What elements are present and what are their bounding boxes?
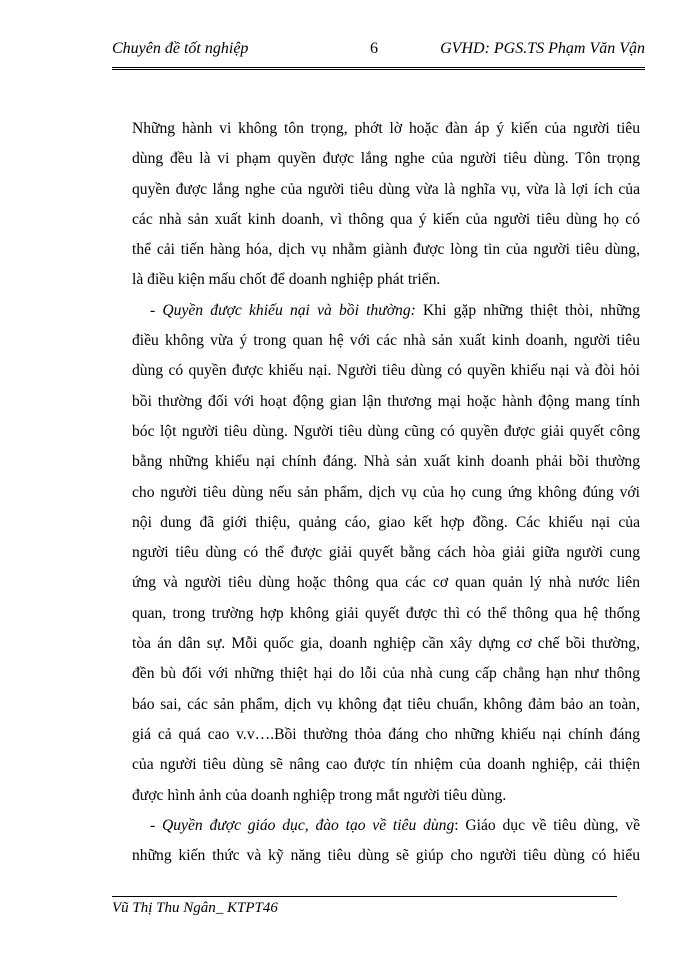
text-line: người tiêu dùng có thể được giải quyết bằng cách hòa giải giữa người cung [132, 544, 640, 562]
text-line: dùng có quyền được khiếu nại. Người tiêu dùng có quyền khiếu nại và đòi hỏi [132, 362, 640, 380]
text-run: : Giáo dục về tiêu dùng, về [454, 816, 640, 834]
page-header [112, 40, 645, 66]
bullet-dash: - [150, 301, 163, 319]
text-line: bằng những khiếu nại chính đáng. Nhà sản xuất kinh doanh phải bồi thường [132, 453, 640, 471]
text-line: là điều kiện mấu chốt để doanh nghiệp phát triển. [132, 271, 441, 289]
page-number: 6 [370, 40, 378, 57]
text-line: dùng đều là vi phạm quyền được lắng nghe của người tiêu dùng. Tôn trọng [132, 150, 640, 168]
text-run: Khi gặp những thiệt thòi, những [415, 301, 640, 319]
text-line: được hình ảnh của doanh nghiệp trong mắt người tiêu dùng. [132, 786, 507, 804]
text-line: cho người tiêu dùng nếu sản phẩm, dịch vụ của họ cung ứng không đúng với [132, 483, 640, 501]
footer-divider [112, 896, 617, 897]
footer-author: Vũ Thị Thu Ngân_ KTPT46 [112, 900, 278, 916]
text-line: nội dung đã giới thiệu, quảng cáo, giao kết hợp đồng. Các khiếu nại của [132, 513, 640, 531]
header-advisor: GVHD: PGS.TS Phạm Văn Vận [440, 40, 645, 57]
paragraph-heading-line [132, 296, 640, 326]
text-line: bồi thường đối với hoạt động gian lận thương mại hoặc hành động mang tính [132, 392, 640, 410]
right-consumer-education-heading: Quyền được giáo dục, đào tạo về tiêu dùng [161, 816, 455, 834]
text-line: đền bù đối với những thiệt hại do lỗi của nhà cung cấp chẳng hạn như thông [132, 665, 640, 683]
text-line: bóc lột người tiêu dùng. Người tiêu dùng cũng có quyền được giải quyết công [132, 422, 640, 440]
text-line: thể cải tiến hàng hóa, dịch vụ nhằm giành được lòng tin của người tiêu dùng, [132, 241, 640, 259]
text-line: điều không vừa ý trong quan hệ với các nhà sản xuất kinh doanh, người tiêu [132, 332, 640, 350]
text-line: Những hành vi không tôn trọng, phớt lờ hoặc đàn áp ý kiến của người tiêu [132, 120, 640, 137]
right-complaint-compensation-heading: Quyền được khiếu nại và bồi thường: [162, 301, 416, 319]
paragraph-heading-line [132, 811, 640, 841]
text-line: những kiến thức và kỹ năng tiêu dùng sẽ giúp cho người tiêu dùng có hiểu [132, 847, 640, 865]
header-title: Chuyên đề tốt nghiệp [112, 40, 249, 57]
text-line: của người tiêu dùng sẽ nâng cao được tín nhiệm của doanh nghiệp, cải thiện [132, 756, 640, 774]
text-line: ứng và người tiêu dùng hoặc thông qua các cơ quan quản lý nhà nước liên [132, 574, 640, 592]
text-line: các nhà sản xuất kinh doanh, vì thông qua ý kiến của người tiêu dùng họ có [132, 210, 640, 228]
body-text [132, 114, 640, 871]
header-divider [112, 67, 645, 70]
text-line: quyền được lắng nghe của người tiêu dùng vừa là nghĩa vụ, vừa là lợi ích của [132, 180, 640, 198]
text-line: tòa án dân sự. Mỗi quốc gia, doanh nghiệp cần xây dựng cơ chế bồi thường, [132, 635, 640, 653]
text-line: báo sai, các sản phẩm, dịch vụ không đạt tiêu chuẩn, không đảm bảo an toàn, [132, 695, 640, 713]
text-line: giá cả quá cao v.v….Bồi thường thỏa đáng cho những khiếu nại chính đáng [132, 725, 640, 743]
text-line: quan, trong trường hợp không giải quyết được thì có thể thông qua hệ thống [132, 604, 640, 622]
bullet-dash: - [150, 816, 162, 834]
